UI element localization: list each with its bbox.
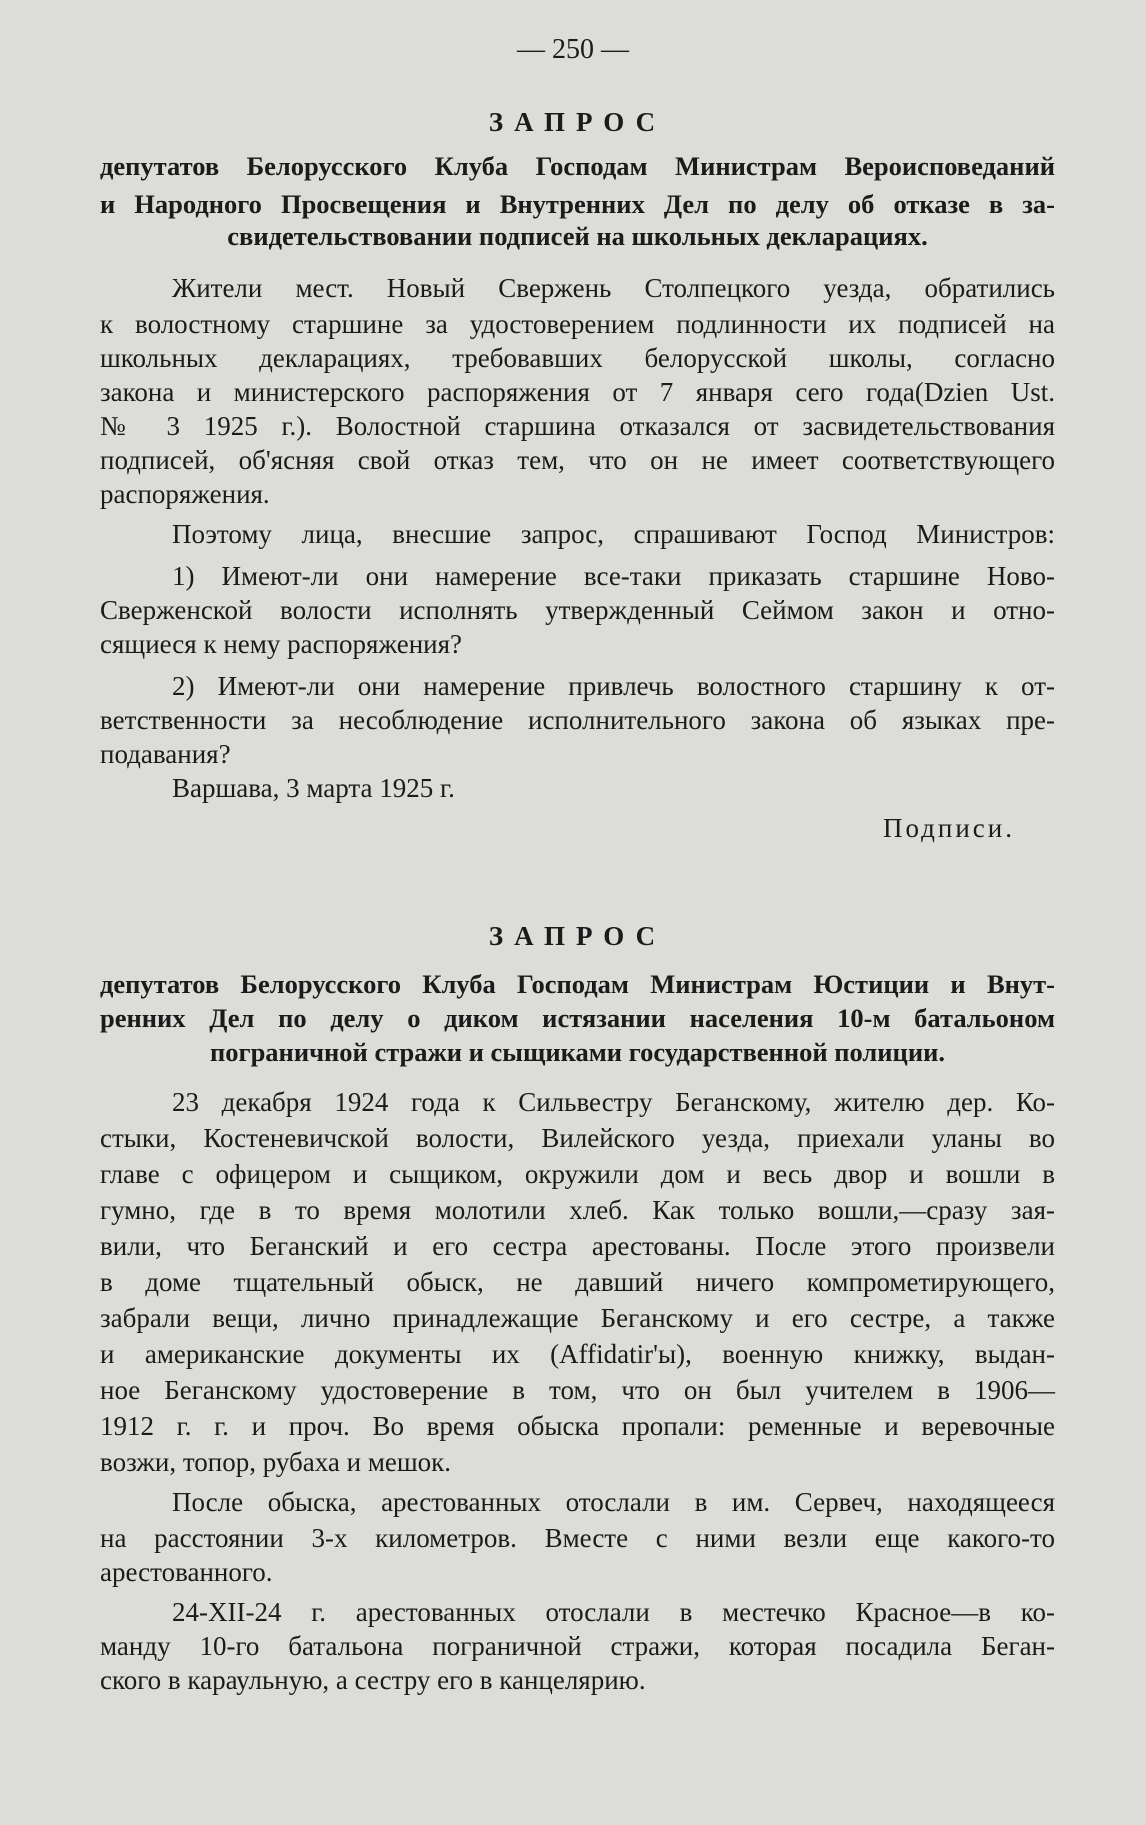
section1-body-line: 2) Имеют-ли они намерение привлечь волостного старшину к от- <box>172 671 1055 701</box>
section1-body-line: распоряжения. <box>100 479 270 509</box>
section2-body-line: на расстоянии 3-х километров. Вместе с ними везли еще какого-то <box>100 1523 1055 1553</box>
section1-signature: Подписи. <box>882 813 1015 843</box>
section2-body-line: ное Беганскому удостоверение в том, что он был учителем в 1906— <box>100 1375 1055 1405</box>
section2-body-line: возжи, топор, рубаха и мешок. <box>100 1447 452 1477</box>
section1-body-line: 1) Имеют-ли они намерение все-таки приказать старшине Ново- <box>172 561 1055 591</box>
section1-body-line: школьных декларациях, требовавших белорусской школы, согласно <box>100 343 1055 373</box>
section2-body-line: забрали вещи, лично принадлежащие Беганскому и его сестре, а также <box>100 1303 1055 1333</box>
section1-body-line: Сверженской волости исполнять утвержденный Сеймом закон и отно- <box>100 595 1055 625</box>
section2-body-line: 1912 г. г. и проч. Во время обыска пропали: ременные и веревочные <box>100 1411 1055 1441</box>
section2-subtitle-line: пограничной стражи и сыщиками государственной полиции. <box>210 1037 945 1067</box>
section1-body-line: закона и министерского распоряжения от 7 января сего года(Dzien Ust. <box>100 377 1055 407</box>
section2-body-line: вили, что Беганский и его сестра арестованы. После этого произвели <box>100 1231 1055 1261</box>
section2-body-line: манду 10-го батальона пограничной стражи, которая посадила Беган- <box>100 1631 1055 1661</box>
section2-heading: ЗАПРОС <box>488 921 667 951</box>
section1-body-line: подписей, об'ясняя свой отказ тем, что он не имеет соответствующего <box>100 445 1055 475</box>
section1-body-line: ветственности за несоблюдение исполнительного закона об языках пре- <box>100 705 1055 735</box>
section1-body-line: к волостному старшине за удостоверением подлинности их подписей на <box>100 309 1055 339</box>
section1-subtitle-line: свидетельствовании подписей на школьных декларациях. <box>227 221 928 251</box>
section2-subtitle-line: ренних Дел по делу о диком истязании населения 10-м батальоном <box>100 1003 1055 1033</box>
section2-body-line: стыки, Костеневичской волости, Вилейского уезда, приехали уланы во <box>100 1123 1055 1153</box>
section2-subtitle-line: депутатов Белорусского Клуба Господам Министрам Юстиции и Внут- <box>100 969 1055 999</box>
section2-body-line: в доме тщательный обыск, не давший ничего компрометирующего, <box>100 1267 1055 1297</box>
section2-body-line: арестованного. <box>100 1557 273 1587</box>
section1-body-line: подавания? <box>100 739 231 769</box>
section1-subtitle-line: и Народного Просвещения и Внутренних Дел по делу об отказе в за- <box>100 189 1055 219</box>
section1-heading: ЗАПРОС <box>488 107 667 137</box>
section1-body-line: № 3 1925 г.). Волостной старшина отказался от засвидетельствования <box>100 411 1055 441</box>
section1-body-line: Жители мест. Новый Свержень Столпецкого уезда, обратились <box>172 273 1055 303</box>
section2-body-line: 24-XII-24 г. арестованных отослали в местечко Красное—в ко- <box>172 1597 1055 1627</box>
section1-date: Варшава, 3 марта 1925 г. <box>172 773 455 803</box>
section1-body-line: Поэтому лица, внесшие запрос, спрашивают Господ Министров: <box>172 519 1055 549</box>
section2-body-line: главе с офицером и сыщиком, окружили дом и весь двор и вошли в <box>100 1159 1055 1189</box>
section2-body-line: гумно, где в то время молотили хлеб. Как только вошли,—сразу зая- <box>100 1195 1055 1225</box>
section2-body-line: ского в караульную, а сестру его в канцелярию. <box>100 1665 646 1695</box>
section2-body-line: После обыска, арестованных отослали в им. Сервеч, находящееся <box>172 1487 1055 1517</box>
section2-body-line: 23 декабря 1924 года к Сильвестру Беганскому, жителю дер. Ко- <box>172 1087 1055 1117</box>
section1-subtitle-line: депутатов Белорусского Клуба Господам Министрам Вероисповеданий <box>100 151 1055 181</box>
section2-body-line: и американские документы их (Affidatir'ы), военную книжку, выдан- <box>100 1339 1055 1369</box>
section1-body-line: сящиеся к нему распоряжения? <box>100 629 463 659</box>
page-number: — 250 — <box>517 34 629 65</box>
